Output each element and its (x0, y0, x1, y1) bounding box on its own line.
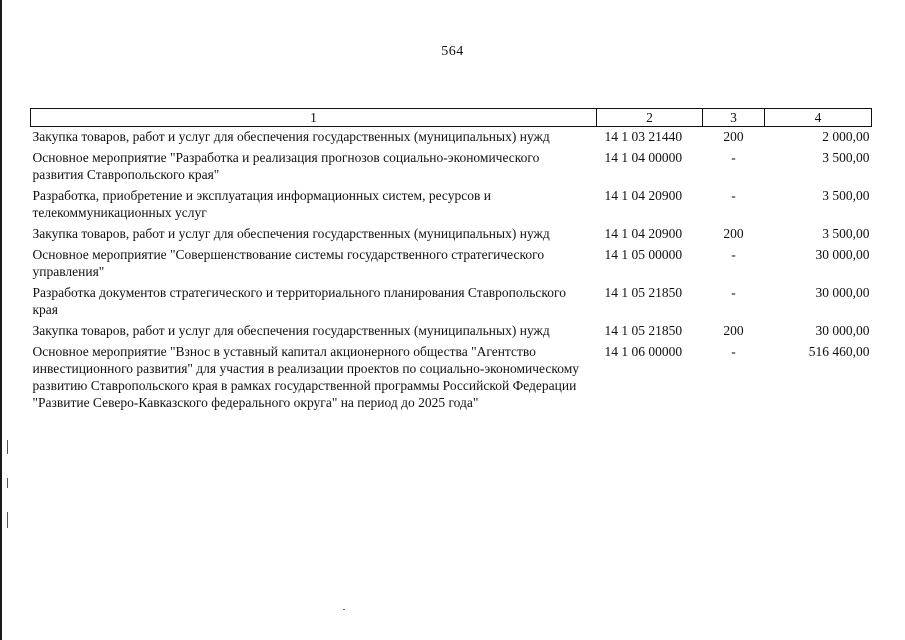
expense-type: - (731, 188, 736, 203)
target-code: 14 1 04 00000 (604, 150, 683, 165)
amount: 3 500,00 (822, 150, 870, 165)
item-name: Закупка товаров, работ и услуг для обеспечения государственных (муниципальных) нужд (32, 129, 550, 144)
table-row (31, 148, 872, 186)
item-name: Закупка товаров, работ и услуг для обеспечения государственных (муниципальных) нужд (32, 323, 550, 338)
amount: 516 460,00 (808, 344, 870, 359)
item-name: Разработка документов стратегического и территориального планирования Ставропольского края (32, 285, 566, 317)
expense-type: 200 (723, 323, 744, 338)
page-number: 564 (441, 44, 464, 59)
expense-type: 200 (723, 129, 744, 144)
amount: 30 000,00 (815, 323, 870, 338)
column-header-1: 1 (31, 109, 597, 127)
item-name: Основное мероприятие "Взнос в уставный капитал акционерного общества "Агентство инвестиционного развития" для участия в реализации проектов по социально-экономическому развитию Ставропольского края в рамках государственной программы Российской Федерации "Развитие Северо-Кавказского федерального округа" на период до 2025 года" (32, 344, 579, 410)
column-header-3: 3 (703, 109, 765, 127)
table-body (31, 127, 872, 415)
amount: 30 000,00 (815, 285, 870, 300)
scan-mark (7, 512, 8, 528)
amount: 3 500,00 (822, 188, 870, 203)
table-row (31, 224, 872, 245)
header-row (31, 109, 872, 127)
expense-type: - (731, 247, 736, 262)
scan-mark (7, 478, 8, 488)
table-header (31, 109, 872, 127)
scan-mark (343, 609, 345, 610)
table-row (31, 342, 872, 414)
target-code: 14 1 06 00000 (604, 344, 683, 359)
expense-type: 200 (723, 226, 744, 241)
budget-table (30, 108, 872, 414)
column-header-2: 2 (597, 109, 703, 127)
table-row (31, 245, 872, 283)
target-code: 14 1 04 20900 (604, 226, 683, 241)
target-code: 14 1 05 21850 (604, 285, 683, 300)
target-code: 14 1 05 00000 (604, 247, 683, 262)
column-header-4: 4 (765, 109, 872, 127)
amount: 30 000,00 (815, 247, 870, 262)
table-row (31, 127, 872, 149)
target-code: 14 1 04 20900 (604, 188, 683, 203)
target-code: 14 1 03 21440 (604, 129, 683, 144)
target-code: 14 1 05 21850 (604, 323, 683, 338)
table-row (31, 321, 872, 342)
expense-type: - (731, 285, 736, 300)
table-row (31, 283, 872, 321)
scan-left-edge (0, 0, 2, 640)
scan-mark (7, 440, 8, 454)
expense-type: - (731, 344, 736, 359)
table-row (31, 186, 872, 224)
item-name: Закупка товаров, работ и услуг для обеспечения государственных (муниципальных) нужд (32, 226, 550, 241)
item-name: Основное мероприятие "Совершенствование системы государственного стратегического управления" (32, 247, 545, 279)
item-name: Основное мероприятие "Разработка и реализация прогнозов социально-экономического развития Ставропольского края" (32, 150, 540, 182)
amount: 3 500,00 (822, 226, 870, 241)
item-name: Разработка, приобретение и эксплуатация информационных систем, ресурсов и телекоммуникационных услуг (32, 188, 491, 220)
expense-type: - (731, 150, 736, 165)
amount: 2 000,00 (822, 129, 870, 144)
